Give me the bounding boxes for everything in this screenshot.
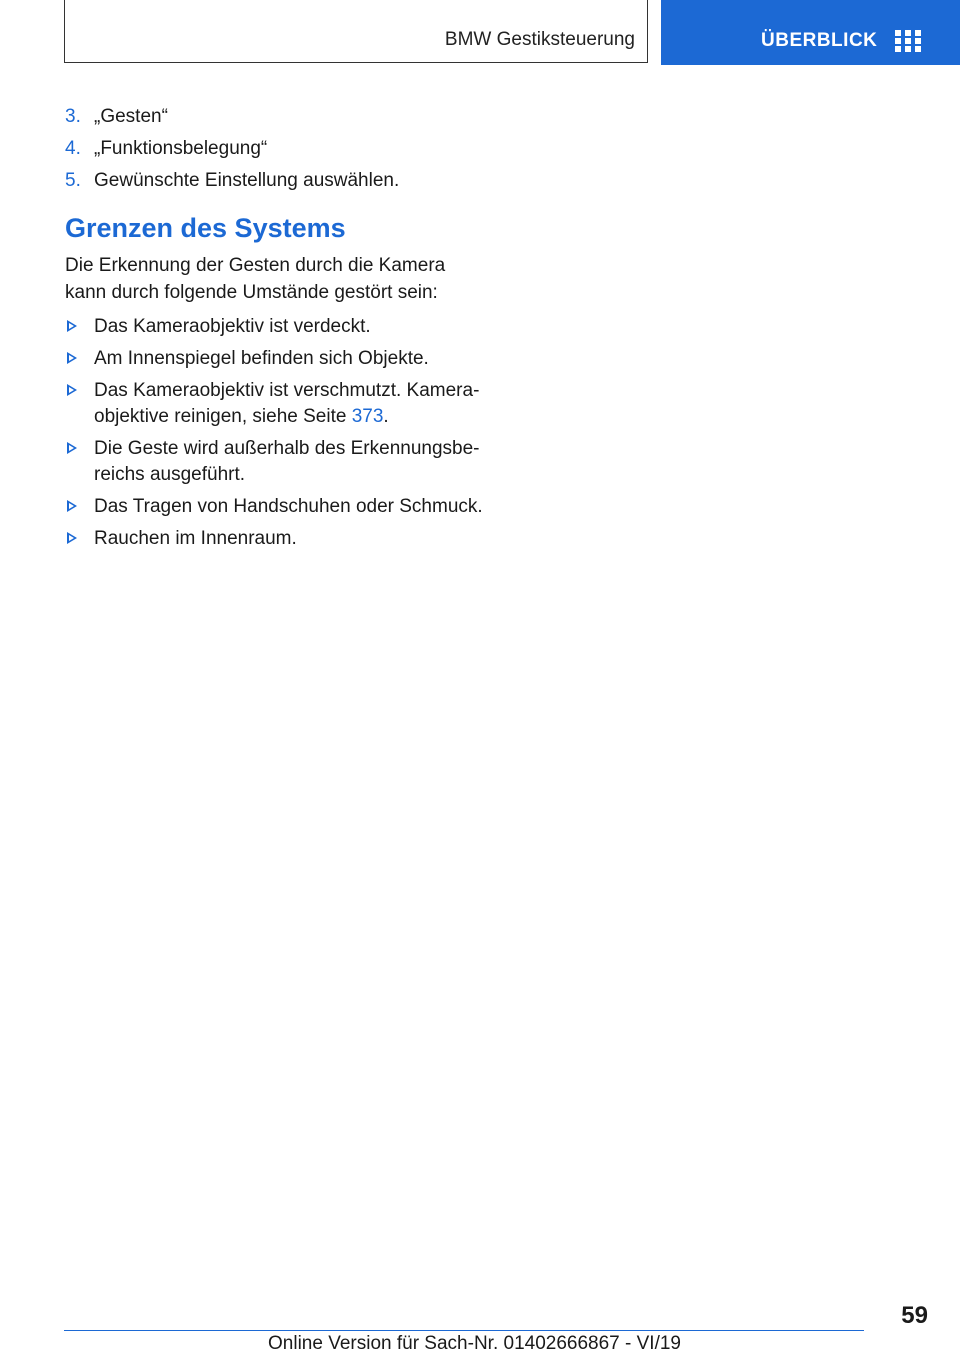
- main-content: [65, 104, 485, 558]
- triangle-bullet-icon: [67, 384, 77, 396]
- list-item-text: Das Tragen von Handschuhen oder Schmuck.: [94, 496, 483, 517]
- page-link[interactable]: 373: [351, 406, 384, 427]
- section-intro: Die Erkennung der Gesten durch die Kamera kann durch folgende Umstände gestört sein:: [65, 255, 446, 303]
- step-item: [65, 168, 485, 194]
- list-item: [65, 346, 485, 372]
- step-number: 5.: [65, 170, 81, 191]
- page-number: 59: [901, 1302, 928, 1329]
- list-item: [65, 378, 485, 430]
- list-item-text: Am Innenspiegel befinden sich Objekte.: [94, 348, 429, 369]
- list-item: [65, 436, 485, 488]
- grid-menu-icon[interactable]: [895, 30, 921, 52]
- section-tab[interactable]: [661, 0, 960, 65]
- triangle-bullet-icon: [67, 352, 77, 364]
- list-item-text: Rauchen im Innenraum.: [94, 528, 297, 549]
- step-number: 4.: [65, 138, 81, 159]
- triangle-bullet-icon: [67, 320, 77, 332]
- footer-divider: [64, 1330, 864, 1331]
- triangle-bullet-icon: [67, 442, 77, 454]
- triangle-bullet-icon: [67, 532, 77, 544]
- footer-text: Online Version für Sach-Nr. 01402666867 - VI/19: [268, 1333, 681, 1354]
- section-label[interactable]: ÜBERBLICK: [761, 30, 878, 51]
- step-item: [65, 104, 485, 130]
- section-heading: Grenzen des Systems: [65, 213, 346, 243]
- step-number: 3.: [65, 106, 81, 127]
- list-item: [65, 526, 485, 552]
- list-item: [65, 494, 485, 520]
- list-item-text-end: .: [383, 406, 389, 427]
- triangle-bullet-icon: [67, 500, 77, 512]
- header-title-box: [64, 0, 648, 63]
- header-title: BMW Gestiksteuerung: [444, 29, 635, 50]
- list-item-text: Das Kameraobjektiv ist verdeckt.: [94, 316, 371, 337]
- list-item-text: Das Kameraobjektiv ist verschmutzt. Kameraobjektive reinigen, siehe Seite: [94, 380, 480, 427]
- step-item: [65, 136, 485, 162]
- step-text: „Funktionsbelegung“: [94, 138, 268, 159]
- step-text: Gewünschte Einstellung auswählen.: [94, 170, 400, 191]
- list-item: [65, 314, 485, 340]
- step-text: „Gesten“: [94, 106, 168, 127]
- list-item-text: Die Geste wird außerhalb des Erkennungsbereichs ausgeführt.: [94, 438, 480, 485]
